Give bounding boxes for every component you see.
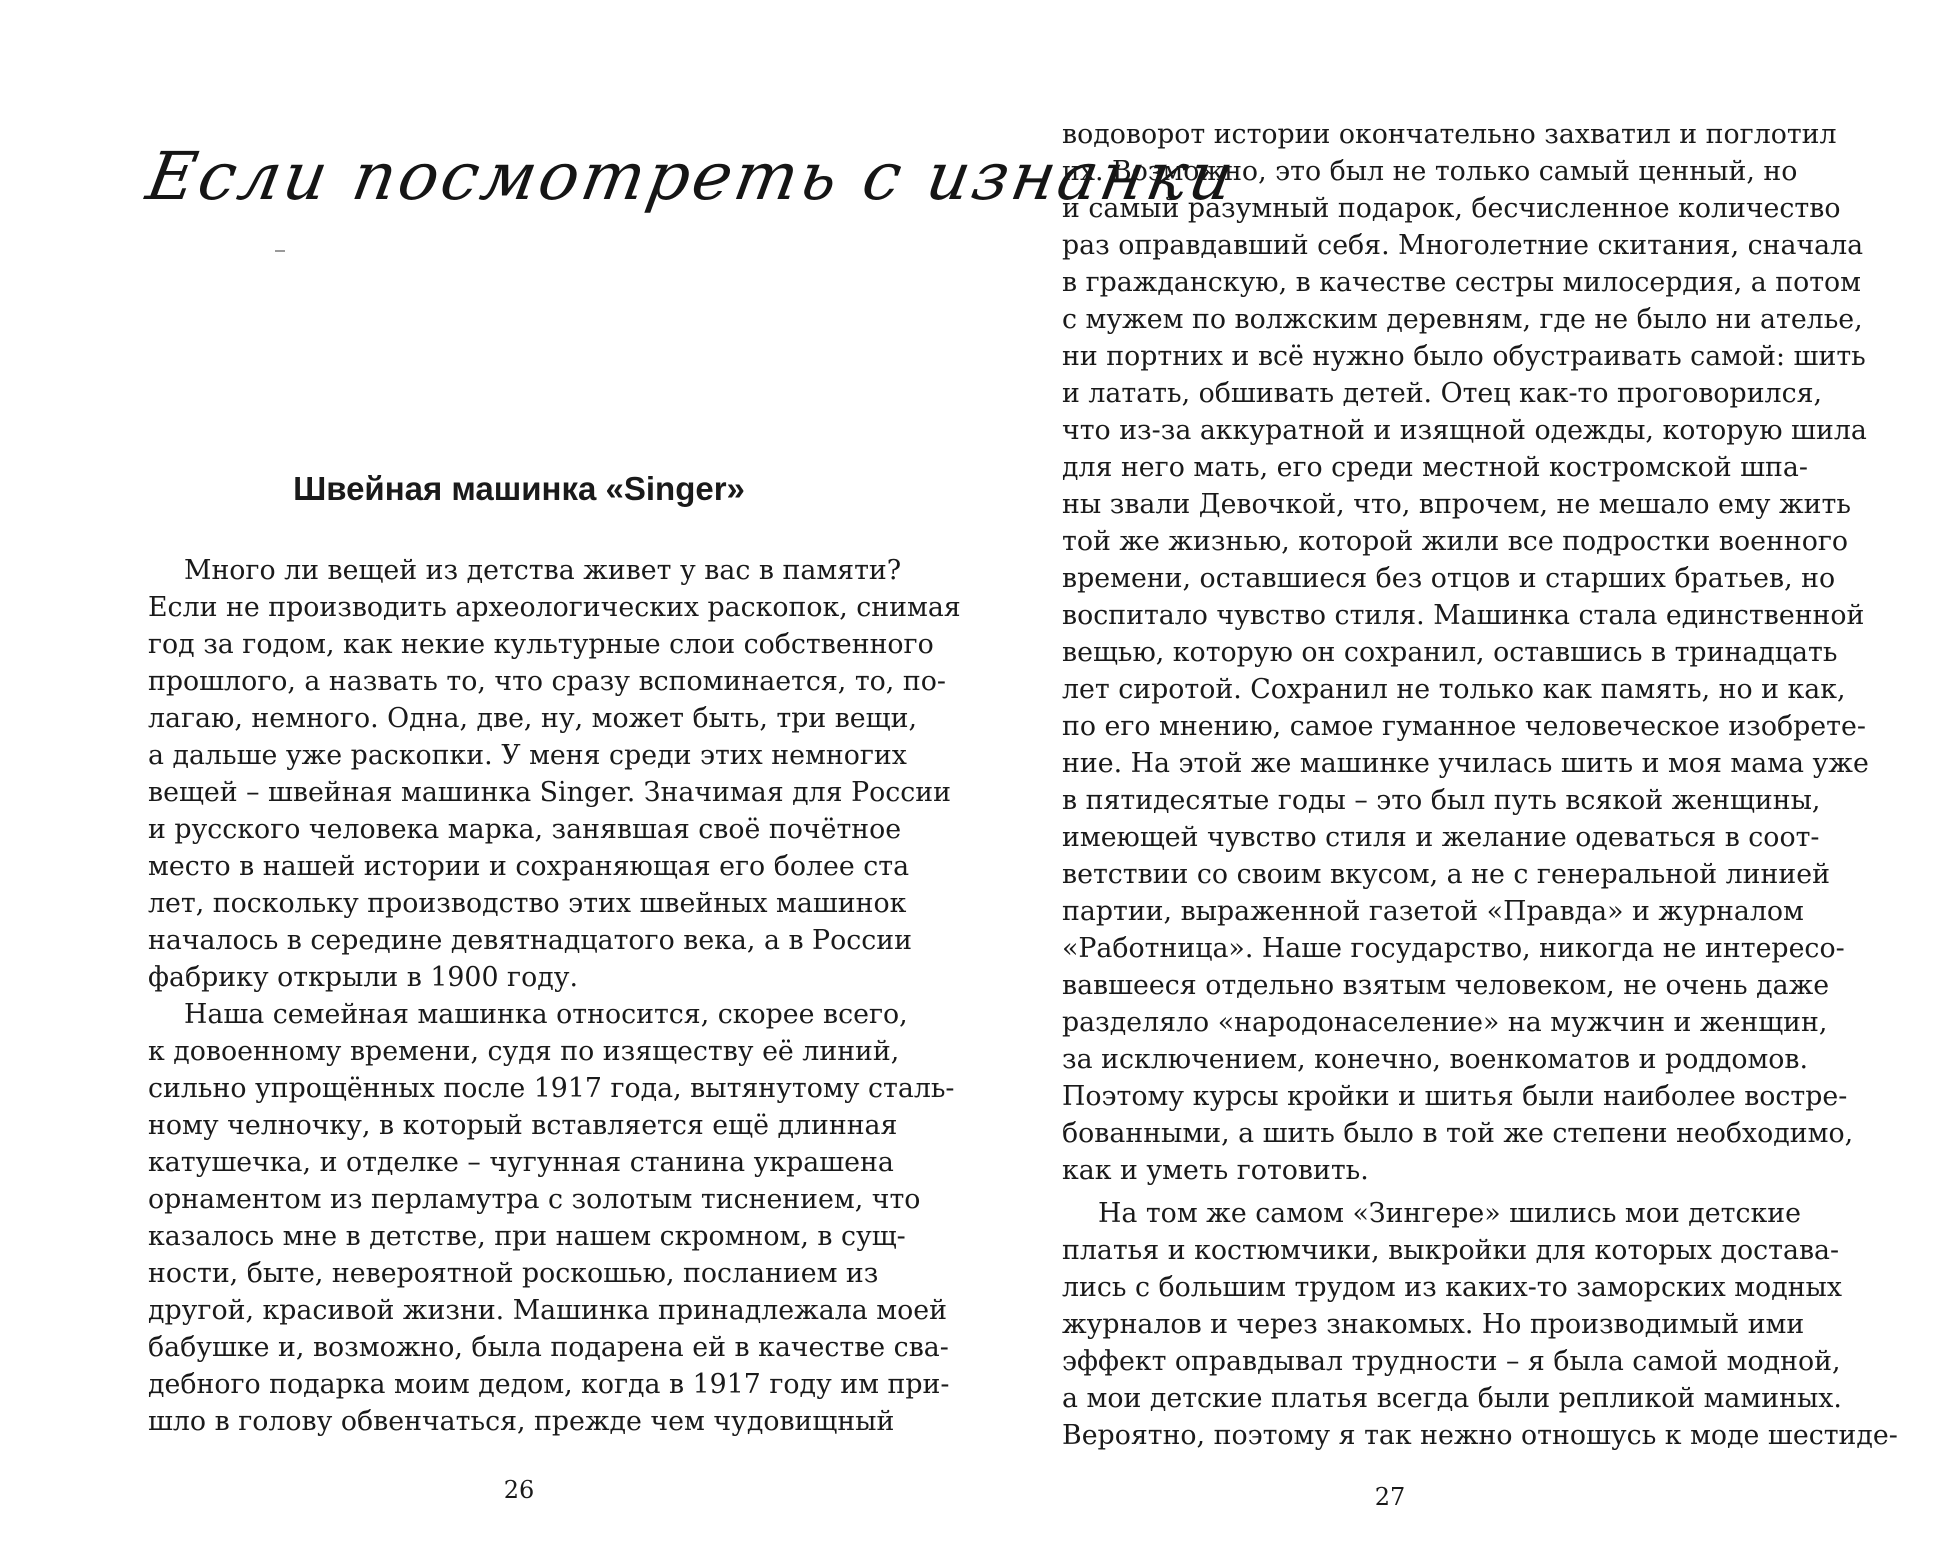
text-line: и русского человека марка, занявшая своё почётное — [148, 814, 902, 845]
text-line: и латать, обшивать детей. Отец как-то проговорился, — [1062, 378, 1823, 409]
text-line: в гражданскую, в качестве сестры милосердия, а потом — [1062, 267, 1862, 298]
text-line: началось в середине девятнадцатого века, а в России — [148, 925, 912, 956]
text-line: другой, красивой жизни. Машинка принадлежала моей — [148, 1295, 947, 1326]
text-line: по его мнению, самое гуманное человеческое изобрете- — [1062, 711, 1866, 742]
text-line: их. Возможно, это был не только самый ценный, но — [1062, 156, 1798, 187]
text-line: за исключением, конечно, военкоматов и роддомов. — [1062, 1044, 1809, 1075]
text-line: платья и костюмчики, выкройки для которых достава- — [1062, 1235, 1840, 1266]
text-line: эффект оправдывал трудности – я была самой модной, — [1062, 1346, 1841, 1377]
text-line: в пятидесятые годы – это был путь всякой женщины, — [1062, 785, 1821, 816]
text-line: шло в голову обвенчаться, прежде чем чудовищный — [148, 1406, 895, 1437]
text-line: На том же самом «Зингере» шились мои детские — [1098, 1198, 1801, 1229]
text-line: «Работница». Наше государство, никогда не интересо- — [1062, 933, 1845, 964]
chapter-heading: Швейная машинка «Singer» — [293, 470, 745, 507]
text-line: что из-за аккуратной и изящной одежды, которую шила — [1062, 415, 1867, 446]
text-line: сильно упрощённых после 1917 года, вытянутому сталь- — [148, 1073, 955, 1104]
text-line: для него мать, его среди местной костромской шпа- — [1062, 452, 1808, 483]
text-line: Много ли вещей из детства живет у вас в памяти? — [184, 555, 902, 586]
left-body-text — [148, 552, 961, 1440]
text-line: дебного подарка моим дедом, когда в 1917 году им при- — [148, 1369, 950, 1400]
text-line: как и уметь готовить. — [1062, 1155, 1369, 1186]
right-body-text — [1062, 116, 1898, 1454]
text-line: катушечка, и отделке – чугунная станина украшена — [148, 1147, 894, 1178]
text-line: год за годом, как некие культурные слои собственного — [148, 629, 934, 660]
text-line: и самый разумный подарок, бесчисленное количество — [1062, 193, 1841, 224]
text-line: Если не производить археологических раскопок, снимая — [148, 592, 961, 623]
page-number-left: 26 — [503, 1476, 535, 1504]
text-line: ни портних и всё нужно было обустраивать самой: шить — [1062, 341, 1866, 372]
text-line: раз оправдавший себя. Многолетние скитания, сначала — [1062, 230, 1864, 261]
text-line: орнаментом из перламутра с золотым тиснением, что — [148, 1184, 921, 1215]
text-line: Вероятно, поэтому я так нежно отношусь к моде шестиде- — [1062, 1420, 1898, 1451]
text-line: бабушке и, возможно, была подарена ей в качестве сва- — [148, 1332, 949, 1363]
text-line: вавшееся отдельно взятым человеком, не очень даже — [1062, 970, 1830, 1001]
text-line: место в нашей истории и сохраняющая его более ста — [148, 851, 910, 882]
text-line: времени, оставшиеся без отцов и старших братьев, но — [1062, 563, 1836, 594]
text-line: лет сиротой. Сохранил не только как память, но и как, — [1062, 674, 1846, 705]
text-line: Наша семейная машинка относится, скорее всего, — [184, 999, 908, 1030]
text-line: лагаю, немного. Одна, две, ну, может быть, три вещи, — [148, 703, 917, 734]
right-page — [979, 0, 1958, 1566]
text-line: фабрику открыли в 1900 году. — [148, 962, 578, 993]
text-line: Поэтому курсы кройки и шитья были наиболее востре- — [1062, 1081, 1848, 1112]
text-line: а мои детские платья всегда были репликой маминых. — [1062, 1383, 1842, 1414]
text-line: той же жизнью, которой жили все подростки военного — [1062, 526, 1849, 557]
page-number-right: 27 — [1374, 1483, 1406, 1511]
text-line: к довоенному времени, судя по изяществу её линий, — [148, 1036, 900, 1067]
text-line: воспитало чувство стиля. Машинка стала единственной — [1062, 600, 1865, 631]
text-line: разделяло «народонаселение» на мужчин и женщин, — [1062, 1007, 1828, 1038]
text-line: партии, выраженной газетой «Правда» и журналом — [1062, 896, 1804, 927]
text-line: имеющей чувство стиля и желание одеваться в соот- — [1062, 822, 1820, 853]
text-line: ному челночку, в который вставляется ещё длинная — [148, 1110, 898, 1141]
text-line: казалось мне в детстве, при нашем скромном, в сущ- — [148, 1221, 906, 1252]
text-line: с мужем по волжским деревням, где не было ни ателье, — [1062, 304, 1863, 335]
text-line: журналов и через знакомых. Но производимый ими — [1062, 1309, 1805, 1340]
text-line: ности, быте, невероятной роскошью, посланием из — [148, 1258, 879, 1289]
title-ornament — [275, 250, 285, 252]
text-line: а дальше уже раскопки. У меня среди этих немногих — [148, 740, 907, 771]
text-line: вещей – швейная машинка Singer. Значимая для России — [148, 777, 951, 808]
text-line: ны звали Девочкой, что, впрочем, не мешало ему жить — [1062, 489, 1851, 520]
text-line: лет, поскольку производство этих швейных машинок — [148, 888, 907, 919]
text-line: водоворот истории окончательно захватил и поглотил — [1062, 119, 1837, 150]
section-title: Если посмотреть с изнанки — [141, 138, 1243, 215]
text-line: ние. На этой же машинке училась шить и моя мама уже — [1062, 748, 1869, 779]
text-line: вещью, которую он сохранил, оставшись в тринадцать — [1062, 637, 1838, 668]
text-line: прошлого, а назвать то, что сразу вспоминается, то, по- — [148, 666, 946, 697]
text-line: ветствии со своим вкусом, а не с генеральной линией — [1062, 859, 1830, 890]
text-line: бованными, а шить было в той же степени необходимо, — [1062, 1118, 1854, 1149]
text-line: лись с большим трудом из каких-то заморских модных — [1062, 1272, 1842, 1303]
